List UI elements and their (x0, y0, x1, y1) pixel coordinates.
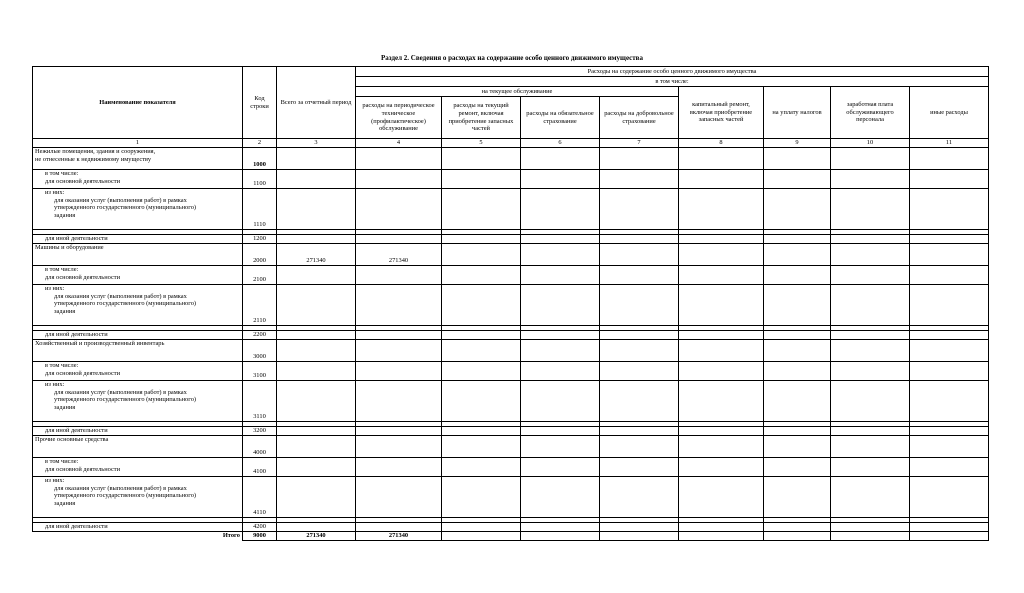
row-total (277, 477, 356, 518)
row-cell (764, 148, 831, 170)
row-label-line: задания (54, 212, 76, 220)
row-cell (764, 477, 831, 518)
row-total (277, 523, 356, 532)
row-total (277, 285, 356, 326)
header-col6: расходы на обязательное страхование (521, 97, 600, 139)
row-cell (764, 436, 831, 458)
row-label (33, 436, 243, 458)
row-cell (442, 189, 521, 230)
row-label-line: Хозяйственный и производственный инвентарь (35, 340, 165, 347)
row-label (33, 148, 243, 170)
row-label-line: для оказания услуг (выполнения работ) в рамках (54, 292, 187, 300)
row-label (33, 285, 243, 326)
row-label-line: для основной деятельности (45, 273, 121, 281)
header-col5: расходы на текущий ремонт, включая приобретение запасных частей (442, 97, 521, 139)
row-label-line: утвержденного государственного (муниципального) (54, 396, 197, 404)
row-cell (764, 244, 831, 266)
row-cell (442, 331, 521, 340)
row-cell (442, 436, 521, 458)
table-row (33, 285, 989, 326)
row-cell (521, 170, 600, 189)
row-label (33, 523, 243, 532)
row-cell (831, 458, 910, 477)
row-code: 3000 (243, 340, 277, 362)
table-row (33, 244, 989, 266)
row-cell (442, 285, 521, 326)
table-row (33, 436, 989, 458)
row-code: 2100 (243, 266, 277, 285)
row-cell (764, 523, 831, 532)
row-cell (521, 331, 600, 340)
row-label-line: для оказания услуг (выполнения работ) в рамках (54, 484, 187, 492)
row-cell (600, 436, 679, 458)
total-cell (600, 532, 679, 541)
row-total (277, 189, 356, 230)
row-col4: 271340 (356, 244, 442, 266)
row-label-line: утвержденного государственного (муниципального) (54, 300, 197, 308)
row-cell (831, 331, 910, 340)
column-number: 2 (243, 139, 277, 148)
row-col4 (356, 340, 442, 362)
row-total (277, 340, 356, 362)
row-cell (764, 381, 831, 422)
row-cell (600, 189, 679, 230)
column-number: 6 (521, 139, 600, 148)
row-code: 1000 (243, 148, 277, 170)
row-cell (831, 285, 910, 326)
total-cell (910, 532, 989, 541)
column-number: 1 (33, 139, 243, 148)
column-number: 7 (600, 139, 679, 148)
row-total (277, 170, 356, 189)
row-total (277, 266, 356, 285)
row-cell (600, 148, 679, 170)
row-label-line: в том числе: (45, 266, 79, 273)
expenses-table (32, 66, 989, 541)
total-cell (831, 532, 910, 541)
row-cell (442, 244, 521, 266)
total-row (33, 532, 989, 541)
row-cell (442, 266, 521, 285)
row-cell (521, 362, 600, 381)
table-row (33, 458, 989, 477)
row-cell (521, 477, 600, 518)
table-row (33, 427, 989, 436)
row-col4 (356, 266, 442, 285)
row-total (277, 148, 356, 170)
column-number: 10 (831, 139, 910, 148)
row-label-line: для основной деятельности (45, 369, 121, 377)
row-cell (910, 458, 989, 477)
row-label-line: из них: (45, 477, 65, 484)
total-code: 9000 (243, 532, 277, 541)
row-cell (600, 427, 679, 436)
table-row (33, 170, 989, 189)
row-label-line: из них: (45, 285, 65, 292)
row-code: 3100 (243, 362, 277, 381)
row-cell (679, 170, 764, 189)
row-cell (910, 266, 989, 285)
row-col4 (356, 436, 442, 458)
row-code: 4200 (243, 523, 277, 532)
row-col4 (356, 148, 442, 170)
table-row (33, 340, 989, 362)
total-cell (679, 532, 764, 541)
row-cell (910, 285, 989, 326)
row-label-line: для иной деятельности (45, 427, 108, 434)
row-label (33, 189, 243, 230)
row-cell (600, 170, 679, 189)
row-cell (831, 170, 910, 189)
row-cell (442, 235, 521, 244)
row-code: 1110 (243, 189, 277, 230)
table-row (33, 148, 989, 170)
total-sum: 271340 (277, 532, 356, 541)
row-label-line: из них: (45, 381, 65, 388)
row-cell (679, 340, 764, 362)
row-cell (442, 458, 521, 477)
row-label-line: в том числе: (45, 170, 79, 177)
row-total (277, 427, 356, 436)
row-total (277, 381, 356, 422)
row-cell (442, 427, 521, 436)
row-code: 3200 (243, 427, 277, 436)
column-number: 4 (356, 139, 442, 148)
table-row (33, 477, 989, 518)
row-col4 (356, 235, 442, 244)
row-cell (831, 148, 910, 170)
header-col8: капитальный ремонт, включая приобретение запасных частей (679, 87, 764, 139)
row-code: 2200 (243, 331, 277, 340)
row-label-line: задания (54, 500, 76, 508)
row-cell (910, 523, 989, 532)
row-cell (442, 340, 521, 362)
row-cell (764, 362, 831, 381)
total-cell (521, 532, 600, 541)
row-cell (442, 170, 521, 189)
header-col10: заработная плата обслуживающего персонала (831, 87, 910, 139)
row-label (33, 331, 243, 340)
row-code: 3110 (243, 381, 277, 422)
row-label-line: утвержденного государственного (муниципального) (54, 492, 197, 500)
row-col4 (356, 458, 442, 477)
row-cell (910, 381, 989, 422)
row-label (33, 266, 243, 285)
header-total: Всего за отчетный период (277, 67, 356, 139)
table-row (33, 331, 989, 340)
header-group-incl: в том числе: (356, 77, 989, 87)
row-col4 (356, 170, 442, 189)
row-cell (442, 523, 521, 532)
row-cell (679, 148, 764, 170)
row-label-line: для оказания услуг (выполнения работ) в рамках (54, 196, 187, 204)
row-cell (521, 436, 600, 458)
table-row (33, 362, 989, 381)
row-cell (831, 427, 910, 436)
row-cell (764, 189, 831, 230)
row-label-line: задания (54, 308, 76, 316)
row-cell (831, 477, 910, 518)
row-cell (679, 477, 764, 518)
row-cell (679, 362, 764, 381)
row-code: 2110 (243, 285, 277, 326)
row-label-line: Прочие основные средства (35, 436, 109, 443)
row-cell (831, 235, 910, 244)
row-label-line: в том числе: (45, 362, 79, 369)
row-col4 (356, 331, 442, 340)
row-label (33, 170, 243, 189)
row-cell (679, 436, 764, 458)
row-label-line: задания (54, 404, 76, 412)
row-cell (831, 189, 910, 230)
row-cell (679, 235, 764, 244)
row-cell (679, 458, 764, 477)
header-col9: на уплату налогов (764, 87, 831, 139)
row-cell (521, 235, 600, 244)
row-cell (910, 362, 989, 381)
row-cell (521, 189, 600, 230)
row-cell (679, 331, 764, 340)
header-name: Наименование показателя (33, 67, 243, 139)
row-cell (910, 148, 989, 170)
row-cell (442, 148, 521, 170)
column-number: 5 (442, 139, 521, 148)
table-row (33, 523, 989, 532)
row-cell (764, 170, 831, 189)
row-label-line: для иной деятельности (45, 235, 108, 242)
row-cell (831, 436, 910, 458)
column-number: 8 (679, 139, 764, 148)
row-cell (910, 244, 989, 266)
column-number: 11 (910, 139, 989, 148)
header-col11: иные расходы (910, 87, 989, 139)
row-cell (764, 340, 831, 362)
row-cell (679, 381, 764, 422)
row-label-line: для оказания услуг (выполнения работ) в рамках (54, 388, 187, 396)
row-cell (600, 244, 679, 266)
row-cell (600, 381, 679, 422)
row-cell (910, 189, 989, 230)
row-cell (764, 266, 831, 285)
row-col4 (356, 189, 442, 230)
row-code: 4000 (243, 436, 277, 458)
column-number-row (33, 139, 989, 148)
header-group-main: Расходы на содержание особо ценного движимого имущества (356, 67, 989, 77)
row-cell (600, 266, 679, 285)
row-cell (600, 362, 679, 381)
row-cell (910, 340, 989, 362)
row-cell (600, 235, 679, 244)
header-col4: расходы на периодическое техническое (профилактическое) обслуживание (356, 97, 442, 139)
table-row (33, 189, 989, 230)
row-cell (831, 523, 910, 532)
row-label-line: для основной деятельности (45, 177, 121, 185)
row-label-line: для основной деятельности (45, 465, 121, 473)
row-cell (764, 427, 831, 436)
row-cell (679, 244, 764, 266)
row-cell (442, 362, 521, 381)
row-total (277, 331, 356, 340)
row-label (33, 458, 243, 477)
row-label (33, 427, 243, 436)
header-col7: расходы на добровольное страхование (600, 97, 679, 139)
row-label-line: Нежилые помещения, здания и сооружения, (35, 148, 156, 155)
row-col4 (356, 285, 442, 326)
table-row (33, 235, 989, 244)
row-cell (600, 523, 679, 532)
row-cell (442, 477, 521, 518)
row-cell (521, 381, 600, 422)
header-code: Код строки (243, 67, 277, 139)
row-col4 (356, 381, 442, 422)
row-cell (910, 427, 989, 436)
row-total (277, 362, 356, 381)
row-cell (600, 331, 679, 340)
row-cell (521, 266, 600, 285)
row-cell (679, 285, 764, 326)
row-col4 (356, 523, 442, 532)
row-label-line: не отнесенные к недвижимому имуществу (35, 155, 152, 163)
row-label-line: для иной деятельности (45, 523, 108, 530)
row-code: 1100 (243, 170, 277, 189)
row-label-line: для иной деятельности (45, 331, 108, 338)
header-group-current: на текущее обслуживание (356, 87, 679, 97)
table-row (33, 266, 989, 285)
row-label (33, 235, 243, 244)
total-cell (442, 532, 521, 541)
row-cell (600, 285, 679, 326)
column-number: 3 (277, 139, 356, 148)
row-cell (910, 235, 989, 244)
row-cell (831, 340, 910, 362)
row-total (277, 458, 356, 477)
row-cell (831, 362, 910, 381)
row-col4 (356, 477, 442, 518)
row-cell (679, 266, 764, 285)
row-code: 2000 (243, 244, 277, 266)
row-total (277, 436, 356, 458)
row-cell (910, 477, 989, 518)
row-cell (521, 523, 600, 532)
row-label-line: утвержденного государственного (муниципального) (54, 204, 197, 212)
row-code: 1200 (243, 235, 277, 244)
row-label (33, 477, 243, 518)
row-cell (521, 458, 600, 477)
row-cell (910, 331, 989, 340)
table-row (33, 381, 989, 422)
row-cell (442, 381, 521, 422)
row-label-line: Машины и оборудование (35, 244, 104, 251)
row-cell (600, 458, 679, 477)
row-cell (521, 340, 600, 362)
row-total (277, 235, 356, 244)
row-cell (764, 235, 831, 244)
row-cell (831, 381, 910, 422)
row-cell (679, 427, 764, 436)
row-cell (764, 285, 831, 326)
total-col4: 271340 (356, 532, 442, 541)
row-label-line: из них: (45, 189, 65, 196)
row-label (33, 381, 243, 422)
row-label (33, 362, 243, 381)
row-cell (910, 436, 989, 458)
column-number: 9 (764, 139, 831, 148)
row-col4 (356, 362, 442, 381)
row-code: 4100 (243, 458, 277, 477)
row-cell (521, 427, 600, 436)
row-cell (521, 285, 600, 326)
row-cell (831, 244, 910, 266)
total-label: Итого (33, 532, 243, 541)
row-cell (910, 170, 989, 189)
row-cell (764, 458, 831, 477)
row-cell (600, 340, 679, 362)
section-title: Раздел 2. Сведения о расходах на содержание особо ценного движимого имущества (381, 54, 643, 62)
row-label (33, 244, 243, 266)
row-cell (831, 266, 910, 285)
row-total: 271340 (277, 244, 356, 266)
row-code: 4110 (243, 477, 277, 518)
row-label-line: в том числе: (45, 458, 79, 465)
row-cell (600, 477, 679, 518)
row-cell (521, 244, 600, 266)
row-cell (679, 523, 764, 532)
total-cell (764, 532, 831, 541)
row-label (33, 340, 243, 362)
row-cell (764, 331, 831, 340)
row-cell (679, 189, 764, 230)
row-col4 (356, 427, 442, 436)
row-cell (521, 148, 600, 170)
